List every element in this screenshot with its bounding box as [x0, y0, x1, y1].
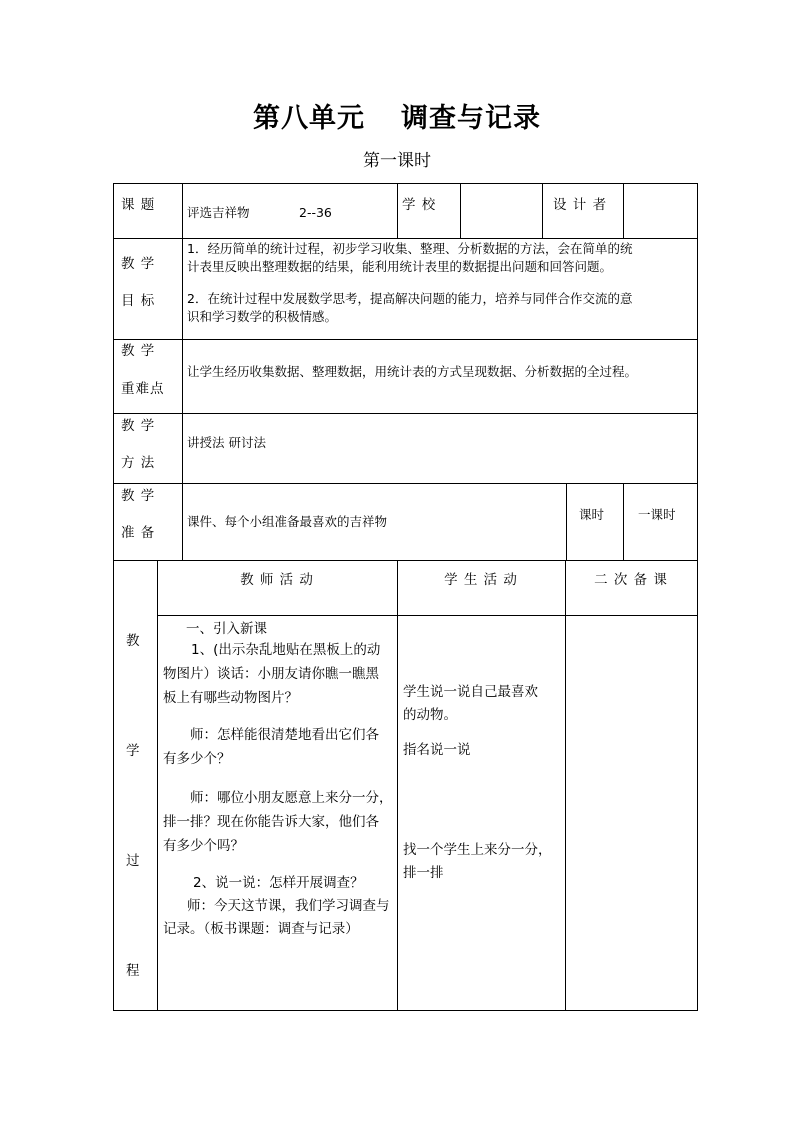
teacher-activity-line: 师：哪位小朋友愿意上来分一分，	[190, 790, 393, 806]
second-prep-header: 二 次 备 课	[594, 572, 668, 588]
column-divider	[566, 483, 567, 560]
preparation-label: 准 备	[121, 525, 156, 541]
row-divider	[114, 238, 697, 239]
goal-item-1: 1．经历简单的统计过程，初步学习收集、整理、分析数据的方法，会在简单的统	[187, 241, 633, 256]
teacher-activity-header: 教 师 活 动	[240, 572, 314, 588]
student-activity-line: 找一个学生上来分一分，	[403, 842, 552, 858]
topic-label: 课 题	[121, 197, 156, 213]
goal-item-1: 计表里反映出整理数据的结果，能利用统计表里的数据提出问题和回答问题。	[187, 259, 613, 274]
column-divider	[397, 184, 398, 238]
column-divider	[565, 560, 566, 1010]
hours-value: 一课时	[638, 507, 676, 522]
student-activity-line: 排一排	[403, 865, 444, 881]
column-divider	[460, 184, 461, 238]
methods-label: 教 学	[121, 418, 156, 434]
goal-item-2: 识和学习数学的积极情感。	[187, 309, 338, 324]
lesson-subtitle: 第一课时	[363, 151, 431, 171]
process-side-char: 程	[126, 963, 141, 979]
teacher-activity-line: 1、(出示杂乱地贴在黑板上的动	[191, 642, 381, 658]
row-divider	[114, 339, 697, 340]
hours-label: 课时	[579, 507, 605, 522]
row-divider	[114, 413, 697, 414]
lesson-plan-table	[113, 183, 698, 1011]
teacher-activity-line: 物图片）谈话：小朋友请你瞧一瞧黑	[163, 666, 379, 682]
row-divider	[114, 483, 697, 484]
column-divider	[623, 483, 624, 560]
key-points-text: 让学生经历收集数据、整理数据，用统计表的方式呈现数据、分析数据的全过程。	[187, 364, 638, 379]
page-title: 第八单元 调查与记录	[253, 103, 541, 134]
teacher-activity-line: 师：今天这节课，我们学习调查与	[187, 898, 390, 914]
teacher-activity-line: 一、引入新课	[186, 621, 267, 637]
column-divider	[157, 560, 158, 1010]
teacher-activity-line: 板上有哪些动物图片？	[163, 690, 298, 706]
preparation-text: 课件、每个小组准备最喜欢的吉祥物	[187, 514, 388, 529]
methods-label: 方 法	[121, 455, 156, 471]
teacher-activity-line: 有多少个？	[163, 751, 231, 767]
student-activity-line: 指名说一说	[403, 742, 471, 758]
column-divider	[623, 184, 624, 238]
column-divider	[542, 184, 543, 238]
topic-value: 评选吉祥物	[187, 205, 250, 220]
label-column-divider	[182, 184, 183, 560]
student-activity-line: 学生说一说自己最喜欢	[403, 684, 538, 700]
teacher-activity-line: 有多少个吗？	[163, 838, 244, 854]
process-side-char: 学	[126, 743, 141, 759]
row-divider	[114, 560, 697, 561]
topic-code: 2--36	[299, 205, 332, 220]
methods-text: 讲授法 研讨法	[187, 435, 266, 450]
key-points-label: 教 学	[121, 343, 156, 359]
student-activity-header: 学 生 活 动	[444, 572, 518, 588]
teacher-activity-line: 师：怎样能很清楚地看出它们各	[190, 727, 379, 743]
school-label: 学 校	[402, 197, 437, 213]
goals-label: 教 学	[121, 256, 156, 272]
teacher-activity-line: 排一排？现在你能告诉大家，他们各	[163, 814, 379, 830]
process-side-char: 过	[126, 853, 141, 869]
goals-label: 目 标	[121, 293, 156, 309]
student-activity-line: 的动物。	[403, 707, 457, 723]
goal-item-2: 2．在统计过程中发展数学思考，提高解决问题的能力，培养与同伴合作交流的意	[187, 291, 633, 306]
teacher-activity-line: 2、说一说：怎样开展调查？	[193, 875, 364, 891]
teacher-activity-line: 记录。（板书课题：调查与记录）	[163, 921, 359, 937]
key-points-label: 重难点	[121, 381, 165, 397]
column-divider	[397, 560, 398, 1010]
process-side-char: 教	[126, 633, 141, 649]
preparation-label: 教 学	[121, 488, 156, 504]
designer-label: 设 计 者	[553, 197, 608, 213]
